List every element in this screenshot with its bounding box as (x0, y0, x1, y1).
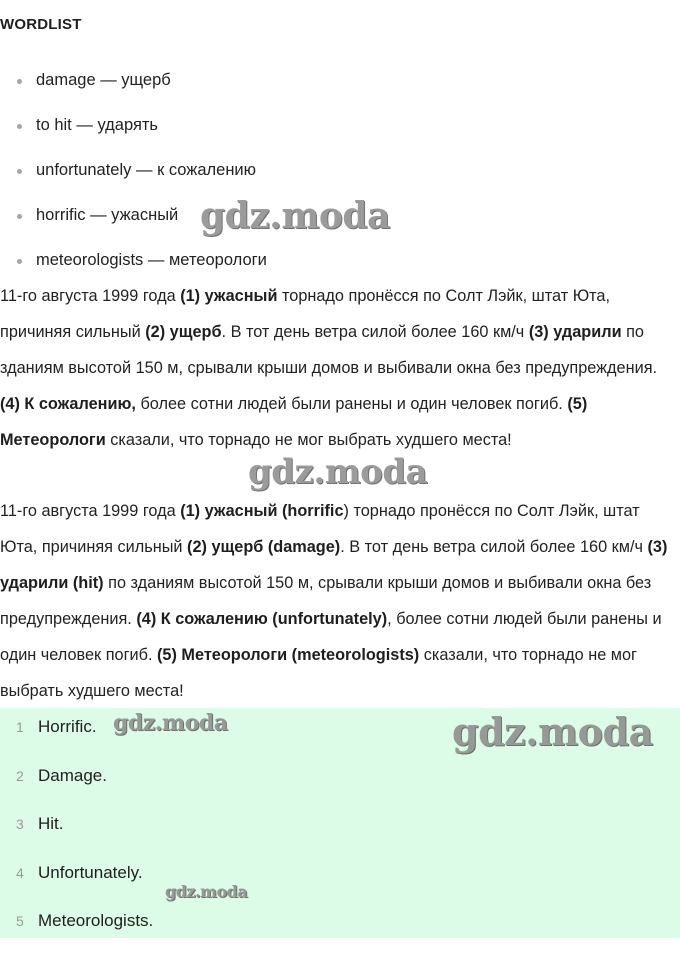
highlight-word: (3) ударили (hit) (0, 538, 668, 592)
text-run: 11-го августа 1999 года (0, 287, 181, 305)
highlight-word: (1) ужасный (horrific (180, 502, 344, 520)
highlight-word: (4) К сожалению, (0, 395, 136, 413)
answer-item (0, 902, 680, 951)
wordlist-title: WORDLIST (0, 16, 82, 33)
highlight-word: (1) ужасный (180, 287, 278, 305)
answer-number: 3 (16, 816, 24, 832)
text-run: 11-го августа 1999 года (0, 502, 181, 520)
text-run: ) торнадо пронёсся по Солт Лэйк, штат Юта, причиняя сильный (0, 502, 640, 556)
highlight-word: (5) Метеорологи (0, 395, 588, 449)
watermark-logo: gdz.moda (113, 710, 228, 736)
highlight-word: (3) ударили (528, 323, 622, 341)
wordlist (0, 58, 267, 283)
text-run: сказали, что торнадо не мог выбрать худшего места! (0, 646, 637, 700)
watermark-logo: gdz.moda (165, 882, 248, 901)
answer-item (0, 805, 680, 854)
watermark-logo: gdz.moda (248, 452, 428, 492)
text-run: более сотни людей были ранены и один человек погиб. (135, 395, 568, 413)
text-run: по зданиям высотой 150 м, срывали крыши домов и выбивали окна без предупреждения. (0, 323, 658, 377)
wordlist-item: horrific — ужасный (0, 193, 267, 238)
wordlist-item: damage — ущерб (0, 58, 267, 103)
answer-text: Damage. (38, 765, 107, 785)
text-run: торнадо пронёсся по Солт Лэйк, штат Юта, причиняя сильный (0, 287, 610, 341)
text-run: , более сотни людей были ранены и один человек погиб. (0, 610, 662, 664)
answer-number: 1 (16, 719, 24, 735)
watermark-logo: gdz.moda (200, 195, 390, 237)
highlight-word: (4) К сожалению (unfortunately) (136, 610, 388, 628)
wordlist-item: to hit — ударять (0, 103, 267, 148)
text-run: . В тот день ветра силой более 160 км/ч (221, 323, 529, 341)
text-run: по зданиям высотой 150 м, срывали крыши домов и выбивали окна без предупреждения. (0, 574, 652, 628)
answer-item (0, 757, 680, 806)
text-run: . В тот день ветра силой более 160 км/ч (340, 538, 648, 556)
answer-number: 2 (16, 767, 24, 784)
text-run: сказали, что торнадо не мог выбрать худшего места! (105, 431, 512, 449)
answer-text: Horrific. (38, 717, 97, 736)
highlight-word: (2) ущерб (damage) (187, 538, 341, 556)
highlight-word: (2) ущерб (145, 323, 222, 341)
answer-number: 4 (16, 864, 24, 881)
highlight-word: (5) Метеорологи (meteorologists) (157, 646, 420, 664)
answer-text: Unfortunately. (38, 862, 143, 882)
watermark-logo: gdz.moda (452, 709, 653, 754)
story-paragraph (0, 278, 678, 458)
wordlist-item: meteorologists — метеорологи (0, 238, 267, 283)
wordlist-item: unfortunately — к сожалению (0, 148, 267, 193)
answer-number: 5 (16, 913, 24, 929)
story-paragraph-with-english (0, 493, 678, 709)
answer-text: Hit. (38, 814, 64, 833)
answer-item (0, 854, 680, 903)
answer-text: Meteorologists. (38, 911, 154, 930)
